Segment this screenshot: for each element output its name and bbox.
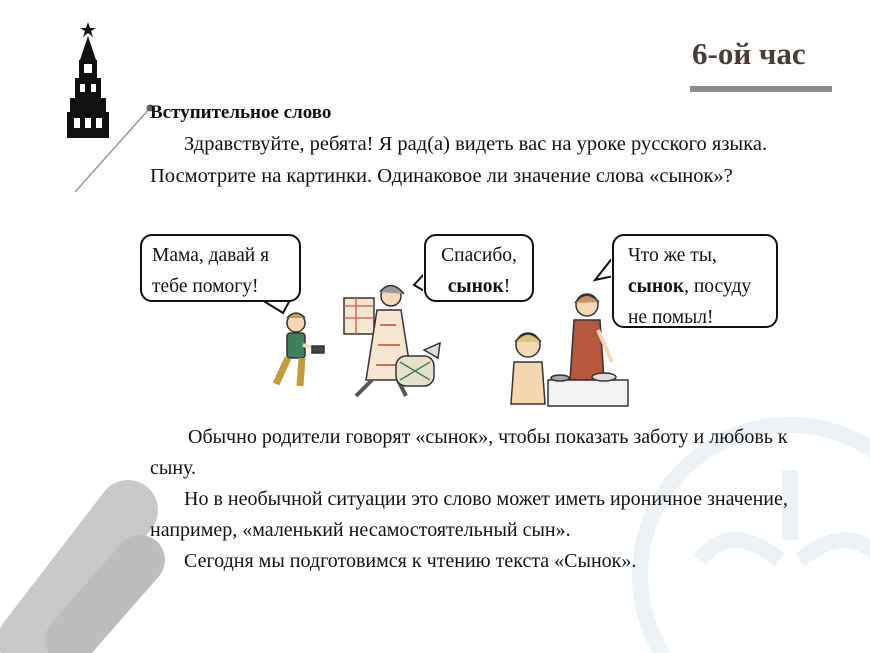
boy-illustration — [276, 313, 324, 386]
intro-text: Здравствуйте, ребята! Я рад(а) видеть вас на уроке русского языка. Посмотрите на картинки. Одинаковое ли значение слова «сынок»? — [150, 133, 768, 187]
title-underline — [690, 86, 832, 92]
body-paragraph-3: Сегодня мы подготовимся к чтению текста «Сынок». — [184, 550, 637, 572]
speech-bubble-kitchen — [612, 234, 778, 328]
body-paragraph-2: Но в необычной ситуации это слово может иметь ироничное значение, например, «маленький несамостоятельный сын». — [150, 488, 788, 541]
speech-bubble-boy — [140, 234, 301, 302]
body-paragraph-1: Обычно родители говорят «сынок», чтобы показать заботу и любовь к сыну. — [150, 426, 788, 479]
speech-bubble-mother — [424, 234, 534, 302]
body-text — [150, 422, 790, 577]
section-heading: Вступительное слово — [150, 102, 332, 123]
intro-paragraph — [150, 128, 790, 192]
bubble-line-rest: , посуду — [684, 276, 752, 297]
kitchen-scene-illustration — [511, 294, 628, 406]
kremlin-tower-icon — [67, 22, 109, 138]
bubble-line: не помыл! — [628, 307, 714, 328]
bubble-line: тебе помогу! — [152, 276, 259, 297]
bubble-bold-word: сынок — [628, 276, 685, 297]
mother-shopping-illustration — [344, 285, 440, 396]
grey-stripes-decoration — [28, 510, 140, 640]
bubble-line: Мама, давай я — [152, 245, 270, 266]
bubble-line-end: ! — [503, 276, 511, 297]
bubble-line: Спасибо, — [441, 245, 517, 266]
bubble-line: Что же ты, — [628, 245, 717, 266]
page-title: 6-ой час — [692, 36, 806, 71]
bubble-bold-word: сынок — [447, 276, 504, 297]
